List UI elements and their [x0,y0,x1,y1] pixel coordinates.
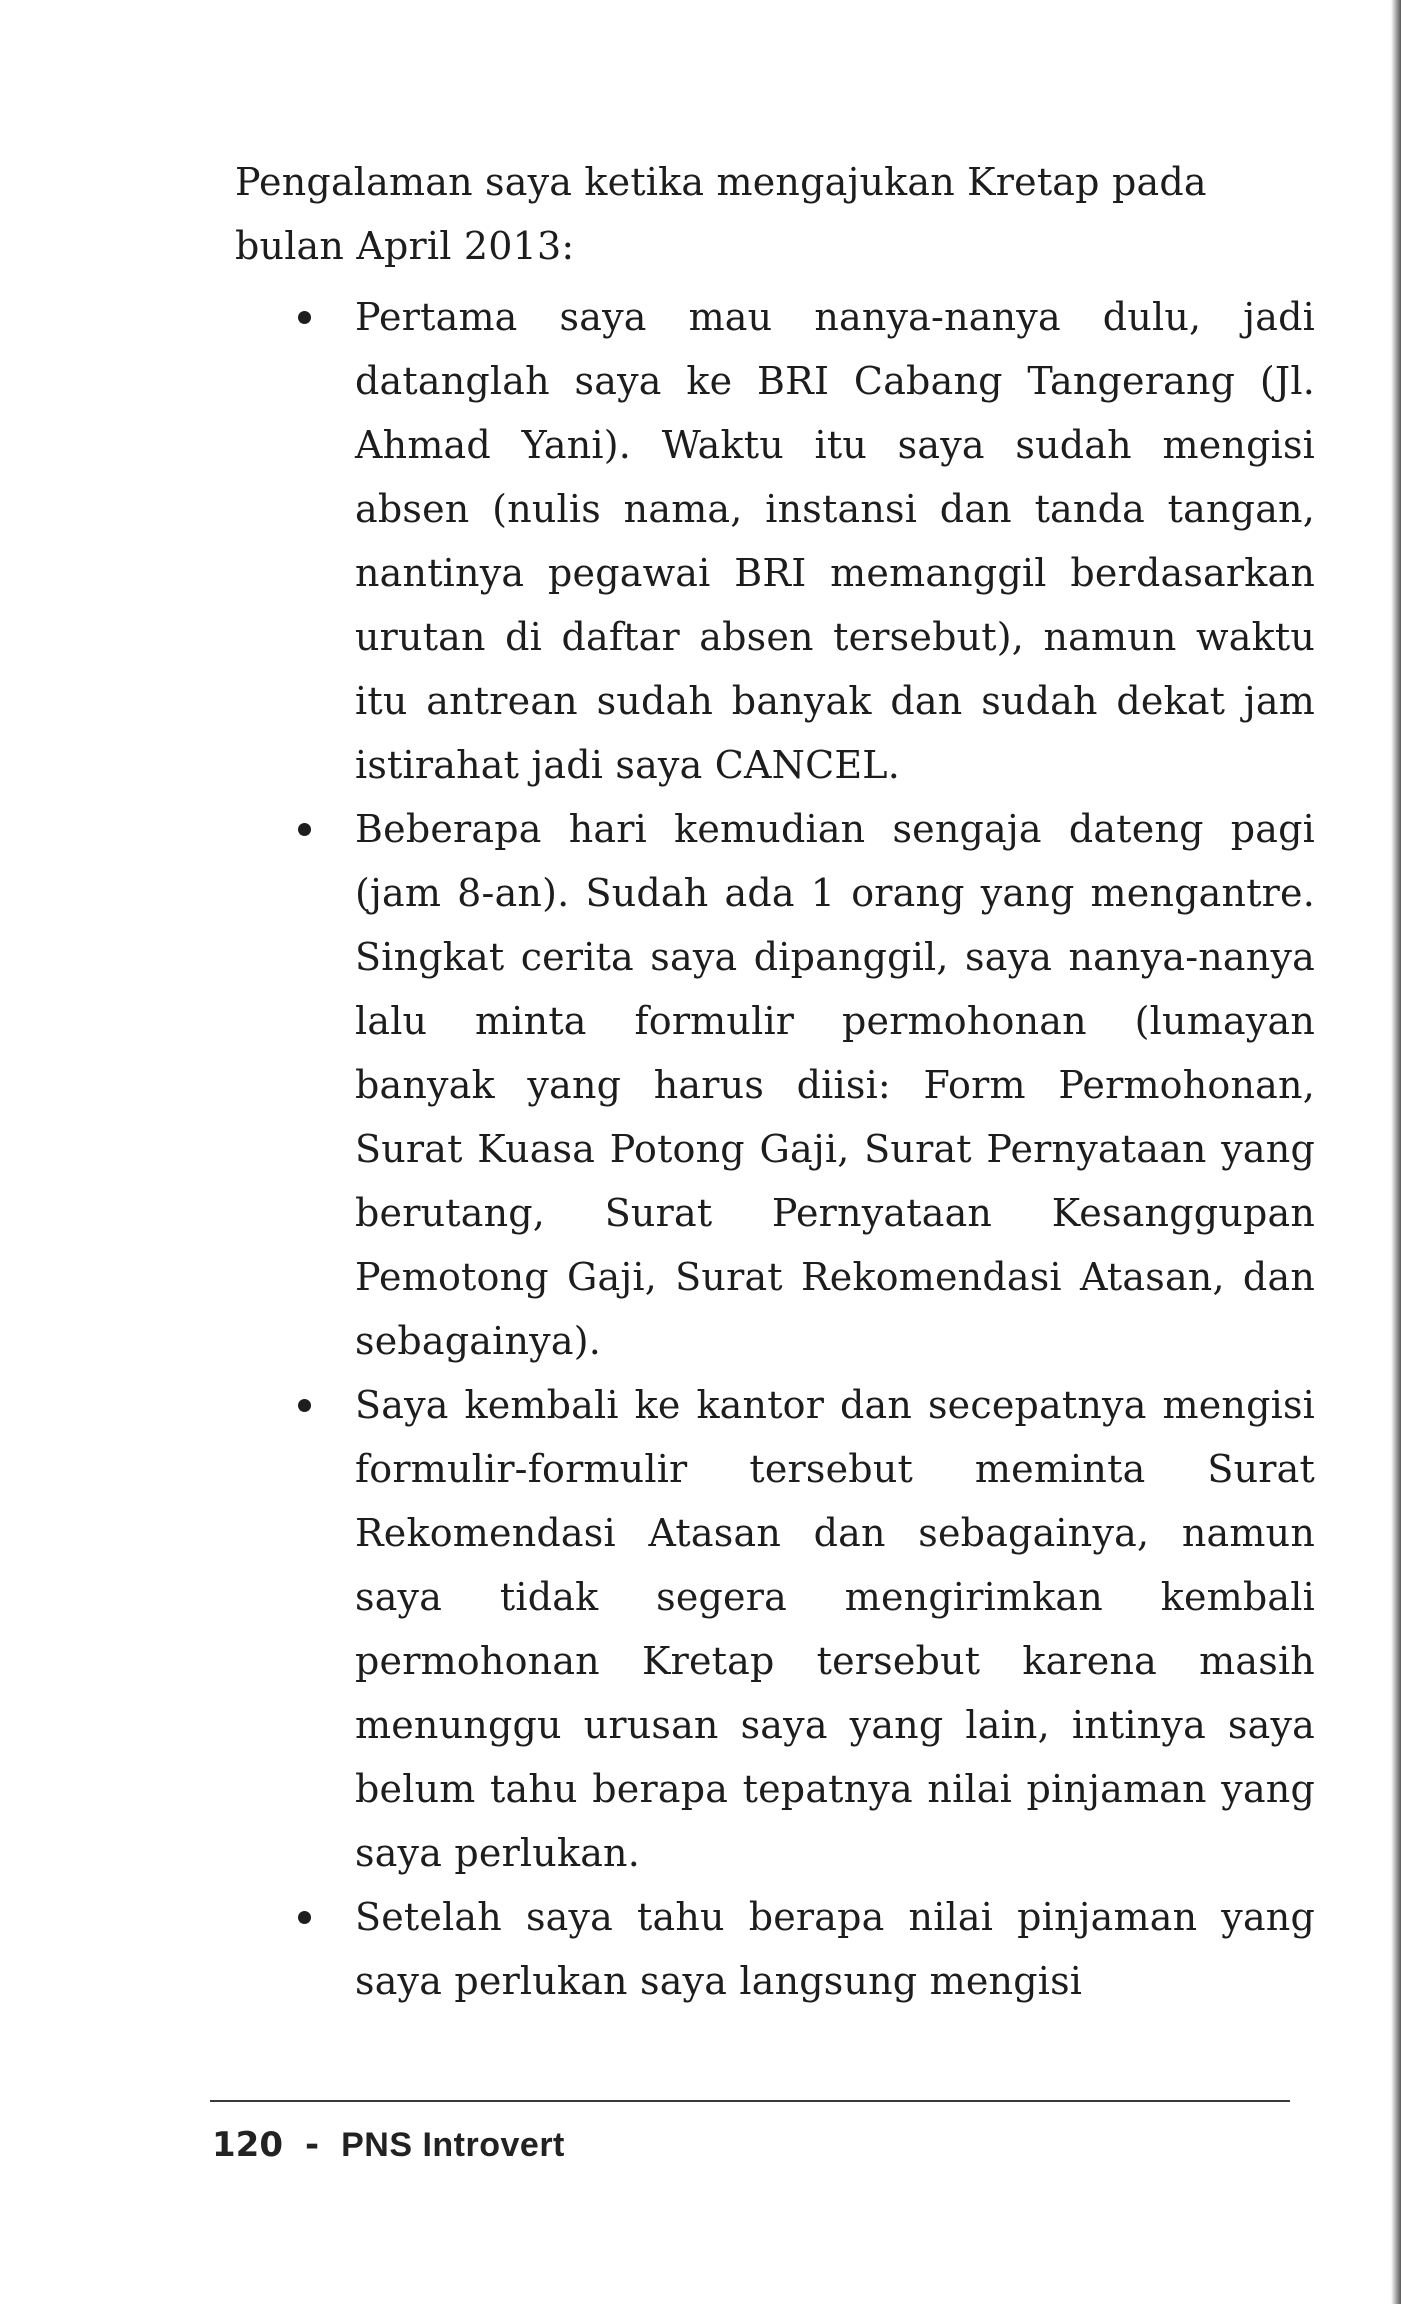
book-title: PNS Introvert [341,2125,565,2164]
bullet-icon [298,823,311,836]
list-item-text: Beberapa hari kemudian sengaja dateng pagi (jam 8-an). Sudah ada 1 orang yang mengantre. Singkat cerita saya dipanggil, saya nanya-nanya lalu minta formulir permohonan (lumayan banyak yang harus diisi: Form Permohonan, Surat Kuasa Potong Gaji, Surat Pernyataan yang berutang, Surat Pernyataan Kesanggupan Pemotong Gaji, Surat Rekomendasi Atasan, dan sebagainya). [355,807,1315,1363]
list-item-text: Saya kembali ke kantor dan secepatnya mengisi formulir-formulir tersebut meminta Surat Rekomendasi Atasan dan sebagainya, namun saya tidak segera mengirimkan kembali permohonan Kretap tersebut karena masih menunggu urusan saya yang lain, intinya saya belum tahu berapa tepatnya nilai pinjaman yang saya perlukan. [355,1383,1315,1875]
page-number: 120 [212,2125,283,2165]
list-item [355,1885,1315,2013]
bullet-icon [298,311,311,324]
page-footer [212,2120,565,2170]
list-item [355,1373,1315,1885]
list-item-text: Setelah saya tahu berapa nilai pinjaman yang saya perlukan saya langsung mengisi [355,1895,1315,2003]
bullet-list [355,285,1315,2013]
page-edge-shadow [1391,0,1401,2304]
list-item [355,797,1315,1373]
list-item-text: Pertama saya mau nanya-nanya dulu, jadi datanglah saya ke BRI Cabang Tangerang (Jl. Ahmad Yani). Waktu itu saya sudah mengisi absen (nulis nama, instansi dan tanda tangan, nantinya pegawai BRI memanggil berdasarkan urutan di daftar absen tersebut), namun waktu itu antrean sudah banyak dan sudah dekat jam istirahat jadi saya CANCEL. [355,295,1315,787]
bullet-icon [298,1399,311,1412]
footer-separator: - [304,2125,320,2165]
list-item [355,285,1315,797]
bullet-icon [298,1911,311,1924]
intro-paragraph: Pengalaman saya ketika mengajukan Kretap pada bulan April 2013: [235,160,1207,268]
footer-divider [210,2100,1290,2102]
